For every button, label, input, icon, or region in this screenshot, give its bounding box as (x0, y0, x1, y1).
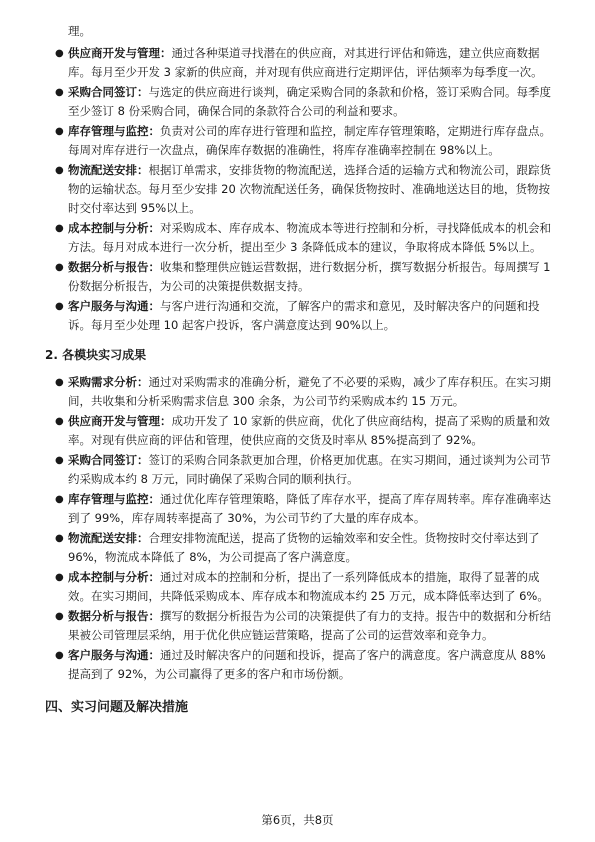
bullet-icon: ● (55, 165, 64, 176)
list-item: ● 库存管理与监控：负责对公司的库存进行管理和监控，制定库存管理策略，定期进行库存盘点。每周对库存进行一次盘点，确保库存数据的准确性，将库存准确率控制在 98%以上。 (55, 124, 551, 157)
list-item: ● 采购合同签订：与选定的供应商进行谈判，确定采购合同的条款和价格，签订采购合同。每季度至少签订 8 份采购合同，确保合同的条款符合公司的利益和要求。 (55, 85, 551, 118)
list-item: ● 库存管理与监控：通过优化库存管理策略，降低了库存水平，提高了库存周转率。库存准确率达到了 99%，库存周转率提高了 30%，为公司节约了大量的库存成本。 (55, 492, 551, 525)
item-text: 撰写的数据分析报告为公司的决策提供了有力的支持。报告中的数据和分析结果被公司管理层采纳，用于优化供应链运营策略，提高了公司的运营效率和竞争力。 (68, 609, 551, 642)
bullet-icon: ● (55, 494, 64, 505)
item-text: 负责对公司的库存进行管理和监控，制定库存管理策略，定期进行库存盘点。每周对库存进行一次盘点，确保库存数据的准确性，将库存准确率控制在 98%以上。 (68, 124, 551, 157)
bullet-icon: ● (55, 223, 64, 234)
section-heading: 2. 各模块实习成果 (45, 348, 147, 362)
page-content (45, 22, 554, 718)
list-item: ● 物流配送安排：根据订单需求，安排货物的物流配送，选择合适的运输方式和物流公司，跟踪货物的运输状态。每月至少安排 20 次物流配送任务，确保货物按时、准确地送达目的地，货物按时交付率达到 95%以上。 (55, 163, 551, 215)
item-text: 通过及时解决客户的问题和投诉，提高了客户的满意度。客户满意度从 88%提高到了 92%，为公司赢得了更多的客户和市场份额。 (68, 648, 546, 681)
module-results-list (55, 373, 554, 684)
item-term: 数据分析与报告 (68, 260, 149, 274)
bullet-icon: ● (55, 377, 64, 388)
item-term: 数据分析与报告 (68, 609, 149, 623)
module-task-list (55, 44, 554, 335)
continuation-text: 理。 (68, 24, 91, 38)
list-item: ● 采购需求分析：通过对采购需求的准确分析，避免了不必要的采购，减少了库存积压。在实习期间，共收集和分析采购需求信息 300 余条，为公司节约采购成本约 15 万元。 (55, 375, 551, 408)
item-term: 客户服务与沟通 (68, 299, 149, 313)
item-text: 签订的采购合同条款更加合理，价格更加优惠。在实习期间，通过谈判为公司节约采购成本约 8 万元，同时确保了采购合同的顺利执行。 (68, 453, 551, 486)
item-term: 采购合同签订 (68, 453, 137, 467)
item-text: 通过优化库存管理策略，降低了库存水平，提高了库存周转率。库存准确率达到了 99%，库存周转率提高了 30%，为公司节约了大量的库存成本。 (68, 492, 551, 525)
bullet-icon: ● (55, 48, 64, 59)
bullet-icon: ● (55, 87, 64, 98)
item-term: 客户服务与沟通 (68, 648, 149, 662)
item-term: 供应商开发与管理 (68, 46, 160, 60)
bullet-icon: ● (55, 126, 64, 137)
item-text: 根据订单需求，安排货物的物流配送，选择合适的运输方式和物流公司，跟踪货物的运输状态。每月至少安排 20 次物流配送任务，确保货物按时、准确地送达目的地，货物按时交付率达到 95%以上。 (68, 163, 551, 215)
bullet-icon: ● (55, 262, 64, 273)
list-item: ● 供应商开发与管理：成功开发了 10 家新的供应商，优化了供应商结构，提高了采购的质量和效率。对现有供应商的评估和管理，使供应商的交货及时率从 85%提高到了 92%。 (55, 414, 550, 447)
list-item: ● 成本控制与分析：对采购成本、库存成本、物流成本等进行控制和分析，寻找降低成本的机会和方法。每月对成本进行一次分析，提出至少 3 条降低成本的建议，争取将成本降低 5%以上。 (55, 221, 551, 254)
list-item: ● 物流配送安排：合理安排物流配送，提高了货物的运输效率和安全性。货物按时交付率达到了 96%，物流成本降低了 8%，为公司提高了客户满意度。 (55, 531, 540, 564)
item-text: 通过各种渠道寻找潜在的供应商，对其进行评估和筛选，建立供应商数据库。每月至少开发 3 家新的供应商，并对现有供应商进行定期评估，评估频率为每季度一次。 (68, 46, 543, 79)
item-text: 成功开发了 10 家新的供应商，优化了供应商结构，提高了采购的质量和效率。对现有供应商的评估和管理，使供应商的交货及时率从 85%提高到了 92%。 (68, 414, 550, 447)
chapter-heading: 四、实习问题及解决措施 (45, 700, 189, 715)
item-text: 与客户进行沟通和交流，了解客户的需求和意见，及时解决客户的问题和投诉。每月至少处理 10 起客户投诉，客户满意度达到 90%以上。 (68, 299, 540, 332)
item-text: 收集和整理供应链运营数据，进行数据分析，撰写数据分析报告。每周撰写 1 份数据分析报告，为公司的决策提供数据支持。 (68, 260, 551, 293)
item-text: 合理安排物流配送，提高了货物的运输效率和安全性。货物按时交付率达到了 96%，物流成本降低了 8%，为公司提高了客户满意度。 (68, 531, 540, 564)
item-term: 供应商开发与管理 (68, 414, 160, 428)
item-term: 库存管理与监控 (68, 124, 149, 138)
list-item: ● 采购合同签订：签订的采购合同条款更加合理，价格更加优惠。在实习期间，通过谈判为公司节约采购成本约 8 万元，同时确保了采购合同的顺利执行。 (55, 453, 551, 486)
item-term: 采购需求分析 (68, 375, 137, 389)
item-text: 与选定的供应商进行谈判，确定采购合同的条款和价格，签订采购合同。每季度至少签订 8 份采购合同，确保合同的条款符合公司的利益和要求。 (68, 85, 551, 118)
item-term: 物流配送安排 (68, 531, 137, 545)
list-item: ● 数据分析与报告：收集和整理供应链运营数据，进行数据分析，撰写数据分析报告。每周撰写 1 份数据分析报告，为公司的决策提供数据支持。 (55, 260, 551, 293)
bullet-icon: ● (55, 611, 64, 622)
list-item: ● 客户服务与沟通：与客户进行沟通和交流，了解客户的需求和意见，及时解决客户的问题和投诉。每月至少处理 10 起客户投诉，客户满意度达到 90%以上。 (55, 299, 540, 332)
list-item: ● 供应商开发与管理：通过各种渠道寻找潜在的供应商，对其进行评估和筛选，建立供应商数据库。每月至少开发 3 家新的供应商，并对现有供应商进行定期评估，评估频率为每季度一次。 (55, 46, 543, 79)
item-text: 对采购成本、库存成本、物流成本等进行控制和分析，寻找降低成本的机会和方法。每月对成本进行一次分析，提出至少 3 条降低成本的建议，争取将成本降低 5%以上。 (68, 221, 551, 254)
item-term: 成本控制与分析 (68, 570, 149, 584)
item-term: 成本控制与分析 (68, 221, 149, 235)
item-text: 通过对采购需求的准确分析，避免了不必要的采购，减少了库存积压。在实习期间，共收集和分析采购需求信息 300 余条，为公司节约采购成本约 15 万元。 (68, 375, 551, 408)
page-footer: 第6页，共8页 (261, 813, 334, 827)
bullet-icon: ● (55, 416, 64, 427)
item-term: 采购合同签订 (68, 85, 137, 99)
list-item: ● 客户服务与沟通：通过及时解决客户的问题和投诉，提高了客户的满意度。客户满意度从 88%提高到了 92%，为公司赢得了更多的客户和市场份额。 (55, 648, 546, 681)
item-term: 库存管理与监控 (68, 492, 149, 506)
bullet-icon: ● (55, 455, 64, 466)
item-term: 物流配送安排 (68, 163, 137, 177)
list-item: ● 数据分析与报告：撰写的数据分析报告为公司的决策提供了有力的支持。报告中的数据和分析结果被公司管理层采纳，用于优化供应链运营策略，提高了公司的运营效率和竞争力。 (55, 609, 551, 642)
bullet-icon: ● (55, 301, 64, 312)
bullet-icon: ● (55, 533, 64, 544)
bullet-icon: ● (55, 650, 64, 661)
item-text: 通过对成本的控制和分析，提出了一系列降低成本的措施，取得了显著的成效。在实习期间，共降低采购成本、库存成本和物流成本约 25 万元，成本降低率达到了 6%。 (68, 570, 549, 603)
list-item: ● 成本控制与分析：通过对成本的控制和分析，提出了一系列降低成本的措施，取得了显著的成效。在实习期间，共降低采购成本、库存成本和物流成本约 25 万元，成本降低率达到了 6%。 (55, 570, 549, 603)
bullet-icon: ● (55, 572, 64, 583)
